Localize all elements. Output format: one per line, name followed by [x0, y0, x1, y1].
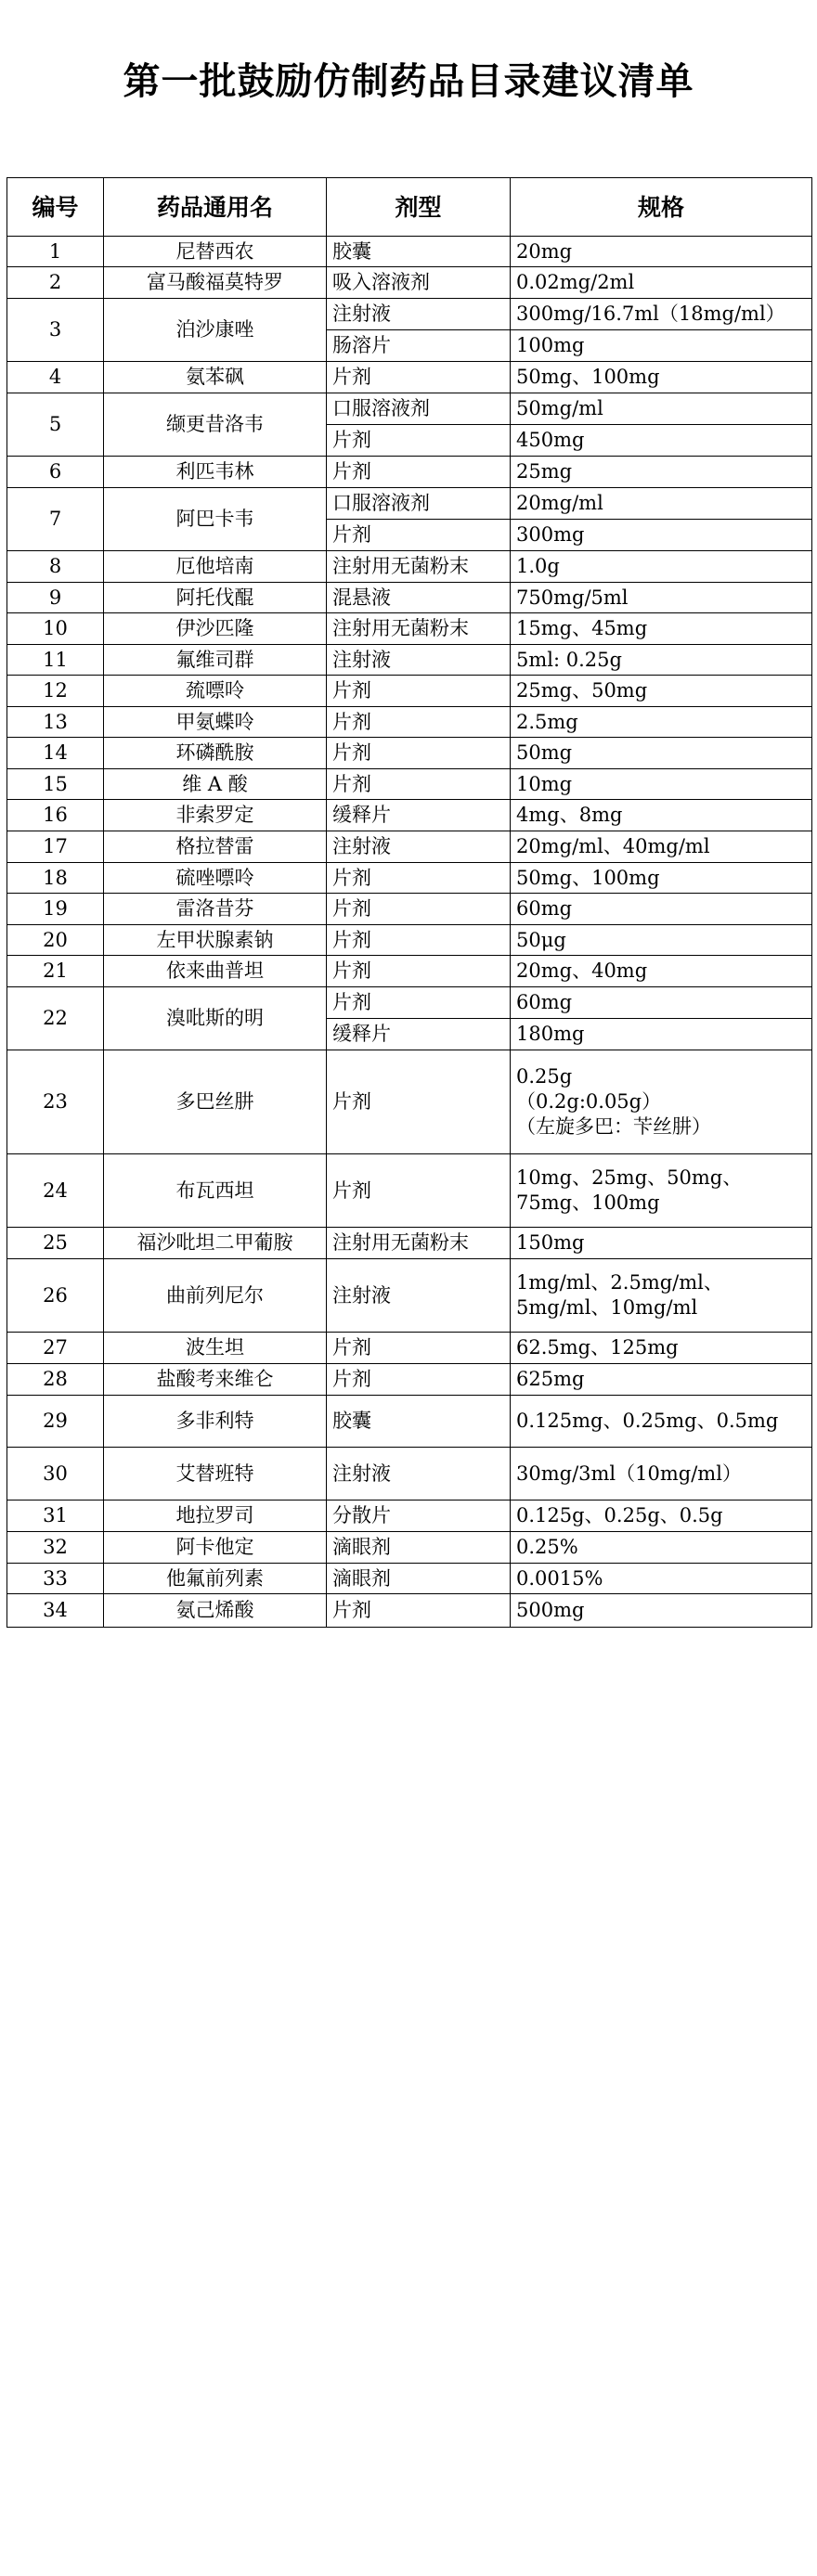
cell-dosage-form: 片剂: [327, 1594, 511, 1628]
cell-number: 4: [7, 362, 104, 393]
cell-specification: 450mg: [511, 425, 812, 457]
table-row: [7, 1154, 812, 1228]
cell-dosage-form: 片剂: [327, 1364, 511, 1396]
table-row: [7, 831, 812, 863]
header-drug-name: 药品通用名: [104, 178, 327, 237]
cell-specification: 5ml: 0.25g: [511, 645, 812, 676]
cell-drug-name: 环磷酰胺: [104, 738, 327, 769]
cell-drug-name: 盐酸考来维仑: [104, 1364, 327, 1396]
page-title: 第一批鼓励仿制药品目录建议清单: [123, 60, 694, 103]
cell-drug-name: 厄他培南: [104, 551, 327, 583]
cell-specification: 300mg/16.7ml（18mg/ml）: [511, 299, 812, 330]
cell-specification: 625mg: [511, 1364, 812, 1396]
cell-number: 13: [7, 707, 104, 738]
table-row: [7, 863, 812, 894]
cell-specification: 150mg: [511, 1228, 812, 1259]
cell-number: 1: [7, 237, 104, 267]
table-row: [7, 738, 812, 769]
table-header-row: [7, 178, 812, 237]
cell-drug-name: 利匹韦林: [104, 457, 327, 488]
cell-number: 18: [7, 863, 104, 894]
cell-number: 3: [7, 299, 104, 362]
cell-drug-name: 布瓦西坦: [104, 1154, 327, 1228]
cell-specification: 1mg/ml、2.5mg/ml、5mg/ml、10mg/ml: [511, 1259, 812, 1333]
cell-specification: 180mg: [511, 1019, 812, 1050]
cell-drug-name: 他氟前列素: [104, 1564, 327, 1594]
table-row: [7, 488, 812, 520]
cell-specification: 62.5mg、125mg: [511, 1333, 812, 1364]
cell-specification: 20mg/ml: [511, 488, 812, 520]
cell-number: 19: [7, 894, 104, 925]
cell-specification: 50mg、100mg: [511, 362, 812, 393]
header-number: 编号: [7, 178, 104, 237]
table-row: [7, 551, 812, 583]
table-row: [7, 393, 812, 425]
table-row: [7, 299, 812, 330]
cell-specification: 2.5mg: [511, 707, 812, 738]
cell-specification: 0.02mg/2ml: [511, 267, 812, 299]
table-row: [7, 1050, 812, 1154]
cell-dosage-form: 片剂: [327, 1050, 511, 1154]
table-row: [7, 1364, 812, 1396]
cell-number: 2: [7, 267, 104, 299]
cell-number: 20: [7, 925, 104, 956]
cell-dosage-form: 分散片: [327, 1501, 511, 1532]
cell-dosage-form: 片剂: [327, 362, 511, 393]
cell-specification: 500mg: [511, 1594, 812, 1628]
cell-number: 17: [7, 831, 104, 863]
cell-dosage-form: 注射用无菌粉末: [327, 613, 511, 645]
cell-dosage-form: 胶囊: [327, 1396, 511, 1448]
cell-dosage-form: 注射液: [327, 1259, 511, 1333]
table-row: [7, 645, 812, 676]
cell-dosage-form: 吸入溶液剂: [327, 267, 511, 299]
cell-dosage-form: 注射液: [327, 831, 511, 863]
cell-number: 12: [7, 676, 104, 707]
table-row: [7, 987, 812, 1019]
cell-drug-name: 伊沙匹隆: [104, 613, 327, 645]
cell-number: 25: [7, 1228, 104, 1259]
cell-specification: 10mg: [511, 769, 812, 800]
cell-number: 30: [7, 1448, 104, 1501]
cell-drug-name: 阿巴卡韦: [104, 488, 327, 551]
cell-drug-name: 缬更昔洛韦: [104, 393, 327, 457]
cell-drug-name: 尼替西农: [104, 237, 327, 267]
cell-dosage-form: 片剂: [327, 676, 511, 707]
cell-specification: 25mg、50mg: [511, 676, 812, 707]
cell-number: 5: [7, 393, 104, 457]
table-row: [7, 956, 812, 987]
cell-specification: 10mg、25mg、50mg、75mg、100mg: [511, 1154, 812, 1228]
table-row: [7, 457, 812, 488]
table-row: [7, 894, 812, 925]
cell-drug-name: 甲氨蝶呤: [104, 707, 327, 738]
cell-dosage-form: 片剂: [327, 1154, 511, 1228]
table-row: [7, 1333, 812, 1364]
table-row: [7, 707, 812, 738]
table-row: [7, 1396, 812, 1448]
cell-drug-name: 艾替班特: [104, 1448, 327, 1501]
cell-dosage-form: 缓释片: [327, 1019, 511, 1050]
cell-dosage-form: 缓释片: [327, 800, 511, 831]
table-row: [7, 1532, 812, 1564]
cell-number: 27: [7, 1333, 104, 1364]
cell-number: 15: [7, 769, 104, 800]
cell-number: 34: [7, 1594, 104, 1628]
cell-drug-name: 曲前列尼尔: [104, 1259, 327, 1333]
cell-drug-name: 硫唑嘌呤: [104, 863, 327, 894]
cell-drug-name: 雷洛昔芬: [104, 894, 327, 925]
cell-specification: 750mg/5ml: [511, 583, 812, 613]
cell-dosage-form: 片剂: [327, 987, 511, 1019]
table-row: [7, 1564, 812, 1594]
table-row: [7, 1594, 812, 1628]
cell-drug-name: 巯嘌呤: [104, 676, 327, 707]
table-row: [7, 800, 812, 831]
cell-dosage-form: 口服溶液剂: [327, 488, 511, 520]
cell-specification: 20mg/ml、40mg/ml: [511, 831, 812, 863]
cell-dosage-form: 肠溶片: [327, 330, 511, 362]
cell-dosage-form: 片剂: [327, 707, 511, 738]
cell-specification: 50μg: [511, 925, 812, 956]
cell-number: 26: [7, 1259, 104, 1333]
cell-specification: 100mg: [511, 330, 812, 362]
cell-drug-name: 福沙吡坦二甲葡胺: [104, 1228, 327, 1259]
cell-specification: 0.125g、0.25g、0.5g: [511, 1501, 812, 1532]
cell-number: 21: [7, 956, 104, 987]
cell-number: 29: [7, 1396, 104, 1448]
cell-dosage-form: 注射用无菌粉末: [327, 1228, 511, 1259]
table-row: [7, 925, 812, 956]
cell-dosage-form: 片剂: [327, 457, 511, 488]
cell-drug-name: 溴吡斯的明: [104, 987, 327, 1050]
cell-dosage-form: 片剂: [327, 925, 511, 956]
cell-dosage-form: 注射液: [327, 299, 511, 330]
drug-list-table: [6, 177, 812, 1628]
cell-dosage-form: 片剂: [327, 425, 511, 457]
cell-specification: 50mg: [511, 738, 812, 769]
cell-drug-name: 氨己烯酸: [104, 1594, 327, 1628]
table-row: [7, 676, 812, 707]
cell-specification: 0.25g （0.2g:0.05g） （左旋多巴：苄丝肼）: [511, 1050, 812, 1154]
cell-drug-name: 氨苯砜: [104, 362, 327, 393]
cell-drug-name: 波生坦: [104, 1333, 327, 1364]
cell-specification: 20mg、40mg: [511, 956, 812, 987]
cell-number: 14: [7, 738, 104, 769]
cell-drug-name: 格拉替雷: [104, 831, 327, 863]
cell-number: 22: [7, 987, 104, 1050]
cell-specification: 300mg: [511, 520, 812, 551]
cell-dosage-form: 滴眼剂: [327, 1564, 511, 1594]
cell-specification: 50mg、100mg: [511, 863, 812, 894]
cell-specification: 30mg/3ml（10mg/ml）: [511, 1448, 812, 1501]
table-row: [7, 1448, 812, 1501]
cell-number: 33: [7, 1564, 104, 1594]
cell-drug-name: 多非利特: [104, 1396, 327, 1448]
cell-specification: 0.25%: [511, 1532, 812, 1564]
table-row: [7, 1259, 812, 1333]
cell-number: 8: [7, 551, 104, 583]
cell-number: 11: [7, 645, 104, 676]
cell-dosage-form: 片剂: [327, 738, 511, 769]
cell-number: 9: [7, 583, 104, 613]
cell-drug-name: 维 A 酸: [104, 769, 327, 800]
cell-dosage-form: 混悬液: [327, 583, 511, 613]
cell-drug-name: 非索罗定: [104, 800, 327, 831]
cell-specification: 0.125mg、0.25mg、0.5mg: [511, 1396, 812, 1448]
table-row: [7, 362, 812, 393]
cell-dosage-form: 片剂: [327, 894, 511, 925]
cell-number: 31: [7, 1501, 104, 1532]
cell-drug-name: 左甲状腺素钠: [104, 925, 327, 956]
cell-dosage-form: 注射液: [327, 1448, 511, 1501]
cell-number: 6: [7, 457, 104, 488]
table-body: [7, 237, 812, 1628]
cell-specification: 1.0g: [511, 551, 812, 583]
cell-specification: 60mg: [511, 987, 812, 1019]
cell-number: 24: [7, 1154, 104, 1228]
cell-drug-name: 依来曲普坦: [104, 956, 327, 987]
header-specification: 规格: [511, 178, 812, 237]
table-row: [7, 1228, 812, 1259]
cell-dosage-form: 胶囊: [327, 237, 511, 267]
cell-number: 10: [7, 613, 104, 645]
cell-dosage-form: 滴眼剂: [327, 1532, 511, 1564]
cell-drug-name: 富马酸福莫特罗: [104, 267, 327, 299]
cell-specification: 15mg、45mg: [511, 613, 812, 645]
cell-dosage-form: 片剂: [327, 769, 511, 800]
cell-specification: 25mg: [511, 457, 812, 488]
cell-dosage-form: 片剂: [327, 520, 511, 551]
cell-drug-name: 氟维司群: [104, 645, 327, 676]
cell-dosage-form: 口服溶液剂: [327, 393, 511, 425]
cell-drug-name: 多巴丝肼: [104, 1050, 327, 1154]
cell-dosage-form: 注射用无菌粉末: [327, 551, 511, 583]
table-row: [7, 237, 812, 267]
cell-specification: 60mg: [511, 894, 812, 925]
cell-number: 7: [7, 488, 104, 551]
cell-dosage-form: 片剂: [327, 956, 511, 987]
cell-dosage-form: 片剂: [327, 1333, 511, 1364]
table-row: [7, 613, 812, 645]
cell-drug-name: 地拉罗司: [104, 1501, 327, 1532]
cell-number: 32: [7, 1532, 104, 1564]
table-row: [7, 583, 812, 613]
cell-number: 28: [7, 1364, 104, 1396]
cell-number: 16: [7, 800, 104, 831]
cell-drug-name: 阿托伐醌: [104, 583, 327, 613]
cell-specification: 20mg: [511, 237, 812, 267]
header-dosage-form: 剂型: [327, 178, 511, 237]
table-row: [7, 1501, 812, 1532]
cell-specification: 0.0015%: [511, 1564, 812, 1594]
cell-drug-name: 泊沙康唑: [104, 299, 327, 362]
cell-drug-name: 阿卡他定: [104, 1532, 327, 1564]
cell-specification: 50mg/ml: [511, 393, 812, 425]
table-row: [7, 267, 812, 299]
table-row: [7, 769, 812, 800]
cell-number: 23: [7, 1050, 104, 1154]
cell-dosage-form: 片剂: [327, 863, 511, 894]
cell-dosage-form: 注射液: [327, 645, 511, 676]
cell-specification: 4mg、8mg: [511, 800, 812, 831]
